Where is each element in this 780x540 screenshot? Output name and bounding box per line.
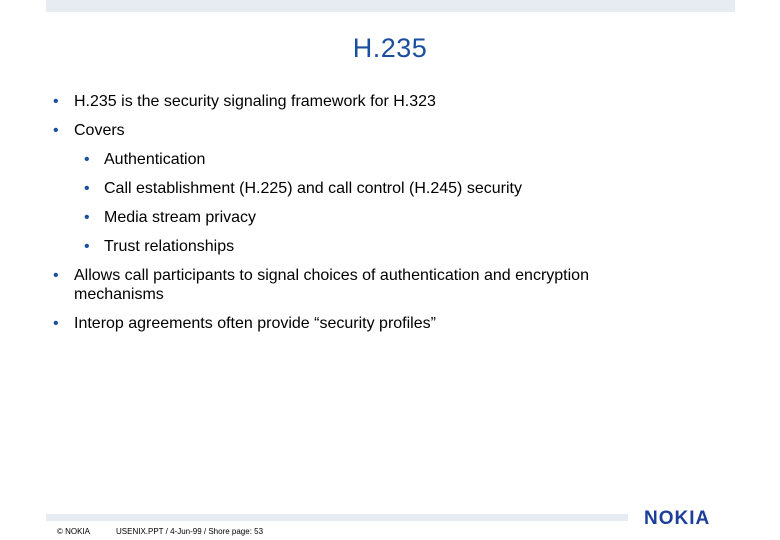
slide-title: H.235: [352, 33, 428, 63]
bullet-icon: •: [53, 315, 59, 332]
footer-info: USENIX.PPT / 4-Jun-99 / Shore page: 53: [116, 527, 264, 536]
sub-bullet-item: [46, 179, 726, 198]
bullet-item: [46, 314, 726, 333]
bullet-icon: •: [84, 180, 90, 197]
bullet-list: [46, 92, 726, 333]
bullet-text: Authentication: [104, 151, 206, 168]
header-bar: [46, 0, 735, 12]
sub-bullet-item: [46, 208, 726, 227]
bullet-text: Interop agreements often provide “security profiles”: [74, 315, 436, 332]
bullet-text: Call establishment (H.225) and call control (H.245) security: [104, 180, 522, 197]
bullet-icon: •: [84, 209, 90, 226]
sub-bullet-item: [46, 237, 726, 256]
bullet-icon: •: [53, 267, 59, 284]
bullet-text: Allows call participants to signal choices of authentication and encryption mechanisms: [74, 267, 589, 303]
sub-bullet-item: [46, 150, 726, 169]
bullet-text: Covers: [74, 122, 125, 139]
bullet-item: [46, 92, 726, 111]
bullet-icon: •: [84, 151, 90, 168]
bullet-item: [46, 121, 726, 140]
bullet-text: H.235 is the security signaling framework for H.323: [74, 93, 436, 110]
footer-copyright: © NOKIA: [57, 527, 91, 536]
bullet-text: Media stream privacy: [104, 209, 257, 226]
bullet-icon: •: [53, 93, 59, 110]
bullet-icon: •: [84, 238, 90, 255]
bullet-icon: •: [53, 122, 59, 139]
bullet-text: Trust relationships: [104, 238, 235, 255]
bullet-item: [46, 266, 674, 304]
nokia-logo: NOKIA: [644, 508, 711, 529]
footer-bar: [46, 514, 628, 521]
